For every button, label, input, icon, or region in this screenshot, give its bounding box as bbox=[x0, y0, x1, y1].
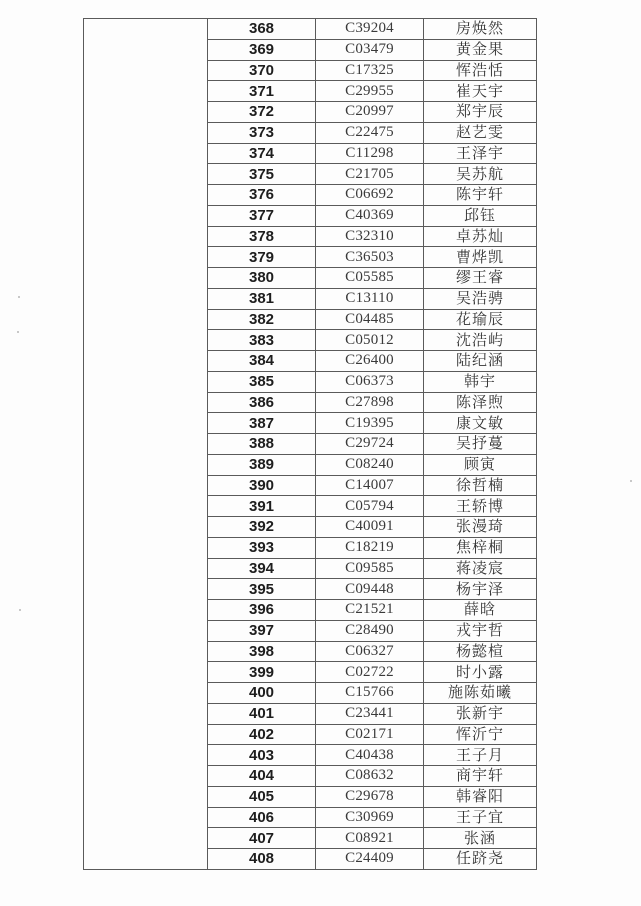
roster-table-container bbox=[83, 18, 536, 870]
name-cell: 吴抒蔓 bbox=[424, 434, 537, 455]
code-cell: C29955 bbox=[316, 81, 424, 102]
code-cell: C23441 bbox=[316, 703, 424, 724]
row-number-cell: 398 bbox=[208, 641, 316, 662]
row-number-cell: 399 bbox=[208, 662, 316, 683]
name-cell: 沈浩屿 bbox=[424, 330, 537, 351]
name-cell: 张涵 bbox=[424, 828, 537, 849]
row-number-cell: 376 bbox=[208, 185, 316, 206]
name-cell: 徐哲楠 bbox=[424, 475, 537, 496]
code-cell: C08240 bbox=[316, 454, 424, 475]
row-number-cell: 400 bbox=[208, 683, 316, 704]
code-cell: C29724 bbox=[316, 434, 424, 455]
code-cell: C03479 bbox=[316, 39, 424, 60]
code-cell: C39204 bbox=[316, 19, 424, 40]
name-cell: 戎宇哲 bbox=[424, 620, 537, 641]
name-cell: 韩睿阳 bbox=[424, 786, 537, 807]
code-cell: C18219 bbox=[316, 537, 424, 558]
name-cell: 邱钰 bbox=[424, 205, 537, 226]
code-cell: C24409 bbox=[316, 849, 424, 870]
name-cell: 房焕然 bbox=[424, 19, 537, 40]
code-cell: C36503 bbox=[316, 247, 424, 268]
name-cell: 恽浩恬 bbox=[424, 60, 537, 81]
name-cell: 陆纪涵 bbox=[424, 351, 537, 372]
code-cell: C30969 bbox=[316, 807, 424, 828]
code-cell: C08921 bbox=[316, 828, 424, 849]
code-cell: C21705 bbox=[316, 164, 424, 185]
row-number-cell: 384 bbox=[208, 351, 316, 372]
code-cell: C05585 bbox=[316, 268, 424, 289]
row-number-cell: 377 bbox=[208, 205, 316, 226]
row-number-cell: 392 bbox=[208, 517, 316, 538]
table-row bbox=[84, 19, 537, 40]
scan-speck bbox=[17, 331, 19, 333]
code-cell: C26400 bbox=[316, 351, 424, 372]
name-cell: 施陈茹曦 bbox=[424, 683, 537, 704]
row-number-cell: 405 bbox=[208, 786, 316, 807]
code-cell: C08632 bbox=[316, 766, 424, 787]
name-cell: 商宇轩 bbox=[424, 766, 537, 787]
name-cell: 陈泽煦 bbox=[424, 392, 537, 413]
name-cell: 恽沂宁 bbox=[424, 724, 537, 745]
row-number-cell: 386 bbox=[208, 392, 316, 413]
code-cell: C05794 bbox=[316, 496, 424, 517]
name-cell: 崔天宇 bbox=[424, 81, 537, 102]
row-number-cell: 383 bbox=[208, 330, 316, 351]
code-cell: C14007 bbox=[316, 475, 424, 496]
code-cell: C19395 bbox=[316, 413, 424, 434]
name-cell: 曹烨凯 bbox=[424, 247, 537, 268]
code-cell: C40438 bbox=[316, 745, 424, 766]
row-number-cell: 390 bbox=[208, 475, 316, 496]
row-number-cell: 369 bbox=[208, 39, 316, 60]
code-cell: C40369 bbox=[316, 205, 424, 226]
name-cell: 王子宜 bbox=[424, 807, 537, 828]
row-number-cell: 387 bbox=[208, 413, 316, 434]
roster-table bbox=[83, 18, 537, 870]
name-cell: 张漫琦 bbox=[424, 517, 537, 538]
name-cell: 焦梓桐 bbox=[424, 537, 537, 558]
scan-speck bbox=[19, 609, 21, 611]
name-cell: 张新宇 bbox=[424, 703, 537, 724]
row-number-cell: 374 bbox=[208, 143, 316, 164]
row-number-cell: 381 bbox=[208, 288, 316, 309]
row-number-cell: 397 bbox=[208, 620, 316, 641]
row-number-cell: 372 bbox=[208, 102, 316, 123]
code-cell: C17325 bbox=[316, 60, 424, 81]
name-cell: 花瑜辰 bbox=[424, 309, 537, 330]
name-cell: 顾寅 bbox=[424, 454, 537, 475]
row-number-cell: 382 bbox=[208, 309, 316, 330]
row-number-cell: 378 bbox=[208, 226, 316, 247]
row-number-cell: 375 bbox=[208, 164, 316, 185]
name-cell: 薛晗 bbox=[424, 600, 537, 621]
code-cell: C09448 bbox=[316, 579, 424, 600]
row-number-cell: 407 bbox=[208, 828, 316, 849]
name-cell: 杨懿楦 bbox=[424, 641, 537, 662]
row-number-cell: 389 bbox=[208, 454, 316, 475]
row-number-cell: 379 bbox=[208, 247, 316, 268]
name-cell: 黄金果 bbox=[424, 39, 537, 60]
code-cell: C09585 bbox=[316, 558, 424, 579]
code-cell: C27898 bbox=[316, 392, 424, 413]
name-cell: 郑宇辰 bbox=[424, 102, 537, 123]
row-number-cell: 404 bbox=[208, 766, 316, 787]
row-number-cell: 388 bbox=[208, 434, 316, 455]
row-number-cell: 371 bbox=[208, 81, 316, 102]
code-cell: C15766 bbox=[316, 683, 424, 704]
merged-blank-cell bbox=[84, 19, 208, 870]
name-cell: 蒋凌宸 bbox=[424, 558, 537, 579]
code-cell: C11298 bbox=[316, 143, 424, 164]
row-number-cell: 395 bbox=[208, 579, 316, 600]
row-number-cell: 368 bbox=[208, 19, 316, 40]
code-cell: C40091 bbox=[316, 517, 424, 538]
row-number-cell: 370 bbox=[208, 60, 316, 81]
code-cell: C06692 bbox=[316, 185, 424, 206]
name-cell: 王轿博 bbox=[424, 496, 537, 517]
scan-speck bbox=[18, 296, 20, 298]
name-cell: 吴苏航 bbox=[424, 164, 537, 185]
name-cell: 缪王睿 bbox=[424, 268, 537, 289]
row-number-cell: 373 bbox=[208, 122, 316, 143]
name-cell: 赵艺雯 bbox=[424, 122, 537, 143]
row-number-cell: 396 bbox=[208, 600, 316, 621]
name-cell: 康文敏 bbox=[424, 413, 537, 434]
row-number-cell: 391 bbox=[208, 496, 316, 517]
row-number-cell: 408 bbox=[208, 849, 316, 870]
code-cell: C29678 bbox=[316, 786, 424, 807]
name-cell: 卓苏灿 bbox=[424, 226, 537, 247]
row-number-cell: 402 bbox=[208, 724, 316, 745]
row-number-cell: 393 bbox=[208, 537, 316, 558]
row-number-cell: 380 bbox=[208, 268, 316, 289]
name-cell: 王泽宇 bbox=[424, 143, 537, 164]
code-cell: C20997 bbox=[316, 102, 424, 123]
code-cell: C22475 bbox=[316, 122, 424, 143]
code-cell: C21521 bbox=[316, 600, 424, 621]
row-number-cell: 401 bbox=[208, 703, 316, 724]
name-cell: 陈宇轩 bbox=[424, 185, 537, 206]
name-cell: 时小露 bbox=[424, 662, 537, 683]
row-number-cell: 406 bbox=[208, 807, 316, 828]
row-number-cell: 385 bbox=[208, 371, 316, 392]
code-cell: C13110 bbox=[316, 288, 424, 309]
name-cell: 王子月 bbox=[424, 745, 537, 766]
code-cell: C04485 bbox=[316, 309, 424, 330]
row-number-cell: 394 bbox=[208, 558, 316, 579]
code-cell: C28490 bbox=[316, 620, 424, 641]
code-cell: C05012 bbox=[316, 330, 424, 351]
roster-table-body bbox=[84, 19, 537, 870]
code-cell: C32310 bbox=[316, 226, 424, 247]
code-cell: C06373 bbox=[316, 371, 424, 392]
code-cell: C02171 bbox=[316, 724, 424, 745]
name-cell: 吴浩骋 bbox=[424, 288, 537, 309]
name-cell: 杨宇泽 bbox=[424, 579, 537, 600]
name-cell: 任跻尧 bbox=[424, 849, 537, 870]
code-cell: C06327 bbox=[316, 641, 424, 662]
name-cell: 韩宇 bbox=[424, 371, 537, 392]
scan-speck bbox=[630, 480, 632, 482]
row-number-cell: 403 bbox=[208, 745, 316, 766]
code-cell: C02722 bbox=[316, 662, 424, 683]
